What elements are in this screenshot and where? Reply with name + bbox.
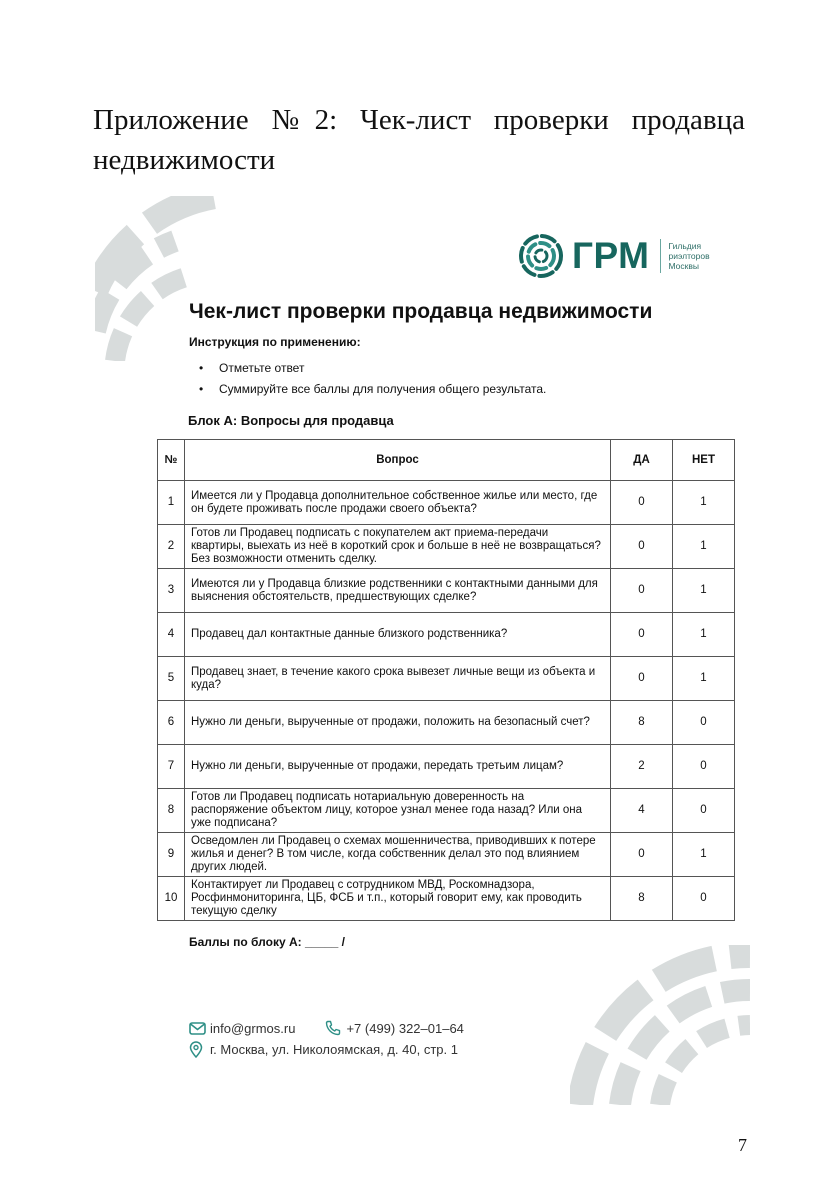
row-yes-score[interactable]: 0 bbox=[611, 613, 673, 657]
row-num: 6 bbox=[158, 701, 185, 745]
logo-ring-icon bbox=[518, 233, 564, 279]
logo-text: ГРМ bbox=[572, 235, 650, 276]
row-num: 3 bbox=[158, 569, 185, 613]
row-yes-score[interactable]: 0 bbox=[611, 481, 673, 525]
row-no-score[interactable]: 0 bbox=[673, 789, 735, 833]
row-yes-score[interactable]: 0 bbox=[611, 525, 673, 569]
row-no-score[interactable]: 0 bbox=[673, 877, 735, 921]
logo-subtitle-line: Москвы bbox=[668, 261, 699, 271]
table-row bbox=[158, 789, 735, 833]
table-row bbox=[158, 745, 735, 789]
decor-arcs-icon bbox=[570, 945, 750, 1105]
row-question: Контактирует ли Продавец с сотрудником МВД, Роскомнадзора, Росфинмониторинга, ЦБ, ФСБ и т.п., который говорит ему, как проводить текущую сделку bbox=[185, 877, 611, 921]
table-row bbox=[158, 833, 735, 877]
row-question: Имеется ли у Продавца дополнительное собственное жилье или место, где он будете проживать после продажи своего объекта? bbox=[185, 481, 611, 525]
row-question: Готов ли Продавец подписать нотариальную доверенность на распоряжение объектом лицу, которое узнал менее года назад? Или она уже подписана? bbox=[185, 789, 611, 833]
contact-email[interactable]: info@grmos.ru bbox=[210, 1020, 296, 1036]
table-row bbox=[158, 525, 735, 569]
row-num: 8 bbox=[158, 789, 185, 833]
page-heading-line2: недвижимости bbox=[93, 144, 276, 176]
row-yes-score[interactable]: 0 bbox=[611, 833, 673, 877]
row-question: Осведомлен ли Продавец о схемах мошенничества, приводивших к потере жилья и денег? В том числе, когда собственник делал это под влиянием других людей. bbox=[185, 833, 611, 877]
contacts bbox=[189, 1018, 464, 1060]
row-num: 10 bbox=[158, 877, 185, 921]
row-question: Продавец знает, в течение какого срока вывезет личные вещи из объекта и куда? bbox=[185, 657, 611, 701]
table-row bbox=[158, 877, 735, 921]
page-heading bbox=[93, 100, 745, 180]
logo bbox=[518, 233, 710, 279]
header-num: № bbox=[158, 440, 185, 481]
table-row bbox=[158, 613, 735, 657]
instruction-item: • Отметьте ответ bbox=[199, 359, 546, 380]
row-yes-score[interactable]: 8 bbox=[611, 701, 673, 745]
page-heading-line1: Приложение №2: Чек-лист проверки продавца bbox=[93, 104, 745, 136]
row-num: 4 bbox=[158, 613, 185, 657]
row-no-score[interactable]: 1 bbox=[673, 833, 735, 877]
contact-row bbox=[189, 1018, 464, 1038]
row-yes-score[interactable]: 2 bbox=[611, 745, 673, 789]
phone-icon bbox=[325, 1020, 343, 1036]
logo-divider bbox=[660, 239, 661, 273]
row-no-score[interactable]: 1 bbox=[673, 657, 735, 701]
table-row bbox=[158, 657, 735, 701]
contact-address: г. Москва, ул. Николоямская, д. 40, стр. 1 bbox=[210, 1041, 458, 1057]
logo-subtitle-line: Гильдия bbox=[668, 241, 702, 251]
row-num: 7 bbox=[158, 745, 185, 789]
location-pin-icon bbox=[189, 1041, 207, 1058]
row-no-score[interactable]: 0 bbox=[673, 745, 735, 789]
instruction-title: Инструкция по применению: bbox=[189, 335, 361, 349]
page-number: 7 bbox=[738, 1135, 747, 1155]
row-yes-score[interactable]: 0 bbox=[611, 657, 673, 701]
row-no-score[interactable]: 1 bbox=[673, 481, 735, 525]
row-no-score[interactable]: 1 bbox=[673, 525, 735, 569]
header-no: НЕТ bbox=[673, 440, 735, 481]
checklist-table bbox=[157, 439, 735, 921]
row-question: Готов ли Продавец подписать с покупателем акт приема-передачи квартиры, выехать из неё в короткий срок и больше в неё не возвращаться? Без возможности отменить сделку. bbox=[185, 525, 611, 569]
contact-phone-group bbox=[325, 1020, 463, 1036]
row-num: 9 bbox=[158, 833, 185, 877]
email-icon bbox=[189, 1022, 207, 1035]
score-line: Баллы по блоку А: _____ / bbox=[189, 935, 345, 949]
block-title: Блок А: Вопросы для продавца bbox=[188, 413, 394, 428]
row-num: 1 bbox=[158, 481, 185, 525]
logo-subtitle bbox=[669, 241, 710, 271]
row-yes-score[interactable]: 4 bbox=[611, 789, 673, 833]
row-question: Имеются ли у Продавца близкие родственники с контактными данными для выяснения обстоятельств, предшествующих сделке? bbox=[185, 569, 611, 613]
contact-phone[interactable]: +7 (499) 322–01–64 bbox=[346, 1020, 464, 1036]
row-yes-score[interactable]: 8 bbox=[611, 877, 673, 921]
row-no-score[interactable]: 0 bbox=[673, 701, 735, 745]
logo-subtitle-line: риэлторов bbox=[668, 251, 710, 261]
row-yes-score[interactable]: 0 bbox=[611, 569, 673, 613]
instruction-item: • Суммируйте все баллы для получения общего результата. bbox=[199, 380, 546, 401]
table-header-row bbox=[158, 440, 735, 481]
table-row bbox=[158, 701, 735, 745]
header-question: Вопрос bbox=[185, 440, 611, 481]
row-question: Продавец дал контактные данные близкого родственника? bbox=[185, 613, 611, 657]
row-num: 5 bbox=[158, 657, 185, 701]
contact-row bbox=[189, 1039, 464, 1059]
row-no-score[interactable]: 1 bbox=[673, 613, 735, 657]
row-no-score[interactable]: 1 bbox=[673, 569, 735, 613]
header-yes: ДА bbox=[611, 440, 673, 481]
instruction-list bbox=[199, 359, 546, 401]
table-row bbox=[158, 569, 735, 613]
row-num: 2 bbox=[158, 525, 185, 569]
table-row bbox=[158, 481, 735, 525]
row-question: Нужно ли деньги, вырученные от продажи, передать третьим лицам? bbox=[185, 745, 611, 789]
row-question: Нужно ли деньги, вырученные от продажи, положить на безопасный счет? bbox=[185, 701, 611, 745]
document-title: Чек-лист проверки продавца недвижимости bbox=[189, 300, 653, 323]
